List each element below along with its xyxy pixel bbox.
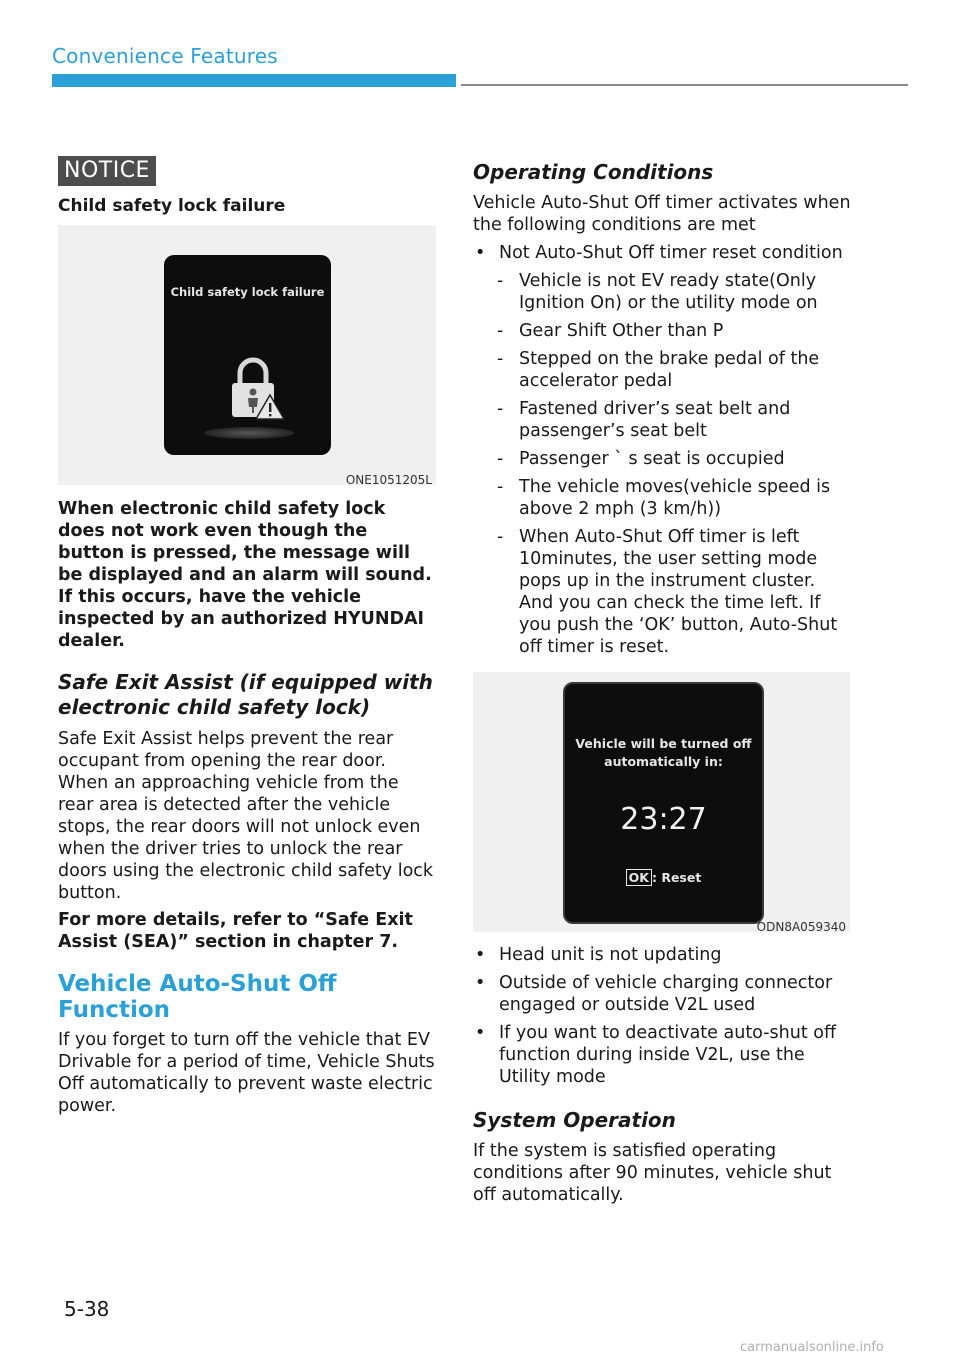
figure-auto-shut-off — [473, 672, 850, 932]
notice-label: NOTICE — [58, 156, 156, 186]
page-number: 5-38 — [64, 1297, 110, 1321]
screen-message: Child safety lock failure — [170, 285, 325, 299]
figure-child-lock — [58, 225, 436, 485]
list-item: • Head unit is not updating — [475, 945, 722, 965]
list-item: - Gear Shift Other than P — [497, 321, 724, 341]
notice-title: Child safety lock failure — [58, 196, 286, 216]
header-bar-accent — [52, 74, 456, 87]
child-lock-warning-icon — [226, 355, 286, 425]
auto-shut-off-body: If you forget to turn off the vehicle that EV Drivable for a period of time, Vehicle Shuts Off automatically to prevent waste electric power. — [58, 1030, 435, 1116]
notice-body: When electronic child safety lock does not work even though the button is pressed, the message will be displayed and an alarm will sound. If this occurs, have the vehicle inspected by an authorized HYUNDAI dealer. — [58, 499, 432, 651]
list-item: - Vehicle is not EV ready state(Only Ignition On) or the utility mode on — [497, 271, 818, 313]
left-column — [58, 156, 436, 1117]
right-column — [473, 160, 853, 1206]
list-item: • Not Auto-Shut Off timer reset condition — [475, 243, 843, 263]
sea-body: Safe Exit Assist helps prevent the rear occupant from opening the rear door. When an approaching vehicle from the rear area is detected after the vehicle stops, the rear doors will not unlock even when the driver tries to unlock the rear doors using the electronic child safety lock button. — [58, 729, 434, 903]
list-item: • Outside of vehicle charging connector engaged or outside V2L used — [475, 973, 833, 1015]
header-bar-rule — [461, 84, 908, 86]
auto-shut-off-heading: Vehicle Auto-Shut Off Function — [58, 971, 337, 1023]
section-title: Convenience Features — [52, 44, 278, 68]
watermark: carmanualsonline.info — [740, 1340, 884, 1355]
figure-code: ONE1051205L — [345, 473, 432, 487]
list-item: - When Auto-Shut Off timer is left 10minutes, the user setting mode pops up in the instrument cluster. And you can check the time left. If you push the ‘OK’ button, Auto-Shut off timer is reset. — [497, 527, 838, 657]
sea-heading: Safe Exit Assist (if equipped with electronic child safety lock) — [58, 670, 433, 719]
list-item: - Fastened driver’s seat belt and passenger’s seat belt — [497, 399, 791, 441]
list-item: - Stepped on the brake pedal of the accelerator pedal — [497, 349, 820, 391]
screen-line-1: Vehicle will be turned off — [575, 736, 752, 751]
ok-reset-hint: OK : Reset — [565, 870, 762, 885]
cluster-screen — [563, 682, 764, 924]
ok-key-icon: OK — [626, 869, 652, 886]
screen-line-2: automatically in: — [604, 754, 723, 769]
cluster-screen — [164, 255, 331, 455]
list-item: - Passenger ` s seat is occupied — [497, 449, 785, 469]
countdown-time: 23:27 — [620, 802, 707, 837]
sea-reference: For more details, refer to “Safe Exit Assist (SEA)” section in chapter 7. — [58, 910, 413, 952]
list-item: • If you want to deactivate auto-shut off function during inside V2L, use the Utility mode — [475, 1023, 837, 1087]
list-item: - The vehicle moves(vehicle speed is above 2 mph (3 km/h)) — [497, 477, 831, 519]
operating-conditions-intro: Vehicle Auto-Shut Off timer activates when the following conditions are met — [473, 193, 851, 235]
system-operation-heading: System Operation — [473, 1108, 676, 1132]
figure-code: ODN8A059340 — [756, 920, 846, 934]
system-operation-body: If the system is satisfied operating conditions after 90 minutes, vehicle shut off automatically. — [473, 1141, 832, 1205]
operating-conditions-heading: Operating Conditions — [473, 160, 714, 184]
